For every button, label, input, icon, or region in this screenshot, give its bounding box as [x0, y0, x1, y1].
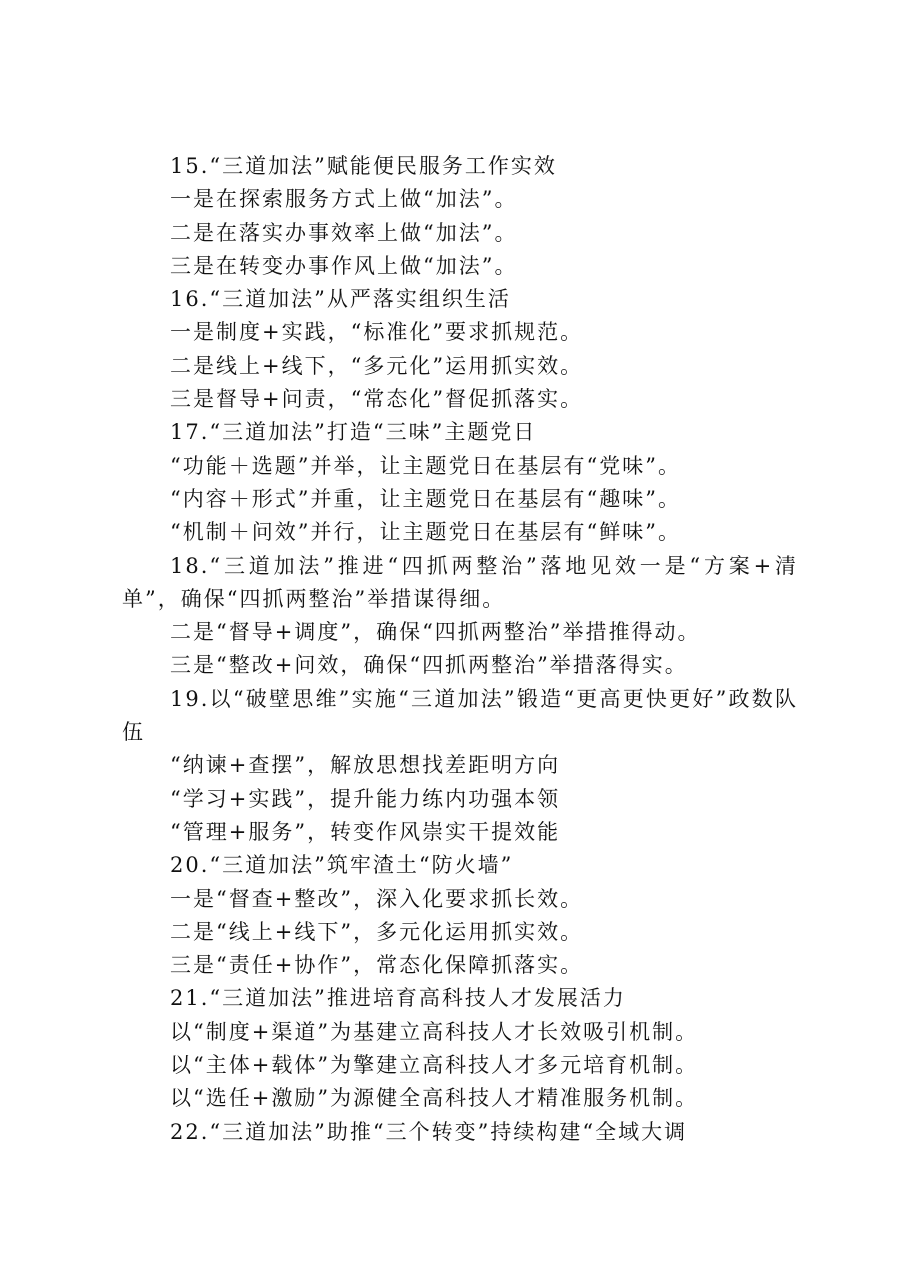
paragraph: “管理+服务”，转变作风崇实干提效能 — [170, 819, 561, 844]
paragraph: “纳谏+查摆”，解放思想找差距明方向 — [170, 753, 561, 778]
paragraph: 以“制度+渠道”为基建立高科技人才长效吸引机制。 — [170, 1019, 699, 1044]
paragraph: 三是“责任+协作”，常态化保障抓落实。 — [170, 953, 584, 978]
heading-15: 15.“三道加法”赋能便民服务工作实效 — [170, 154, 557, 178]
paragraph: 一是在探索服务方式上做“加法”。 — [170, 187, 518, 212]
paragraph: “功能＋选题”并举，让主题党日在基层有“党味”。 — [170, 453, 681, 478]
paragraph: 以“选任+激励”为源健全高科技人才精准服务机制。 — [170, 1086, 699, 1111]
paragraph: 一是“督查+整改”，深入化要求抓长效。 — [170, 886, 584, 911]
heading-20: 20.“三道加法”筑牢渣土“防火墙” — [170, 853, 514, 878]
document-body — [122, 150, 798, 1149]
heading-21: 21.“三道加法”推进培育高科技人才发展活力 — [170, 986, 626, 1011]
heading-16: 16.“三道加法”从严落实组织生活 — [170, 287, 511, 312]
paragraph: “内容＋形式”并重，让主题党日在基层有“趣味”。 — [170, 486, 681, 511]
paragraph: 以“主体+载体”为擎建立高科技人才多元培育机制。 — [170, 1053, 699, 1078]
heading-22: 22.“三道加法”助推“三个转变”持续构建“全域大调 — [170, 1119, 688, 1144]
paragraph: 二是“线上+线下”，多元化运用抓实效。 — [170, 919, 584, 944]
paragraph: 二是线上+线下，“多元化”运用抓实效。 — [170, 353, 584, 378]
heading-19: 19.以“破壁思维”实施“三道加法”锻造“更高更快更好”政数队伍 — [122, 686, 798, 745]
heading-17: 17.“三道加法”打造“三味”主题党日 — [170, 420, 537, 445]
paragraph: 二是“督导+调度”，确保“四抓两整治”举措推得动。 — [170, 620, 701, 645]
paragraph: 三是“整改+问效，确保“四抓两整治”举措落得实。 — [170, 653, 688, 678]
paragraph: “机制＋问效”并行，让主题党日在基层有“鲜味”。 — [170, 520, 681, 545]
paragraph: 二是在落实办事效率上做“加法”。 — [170, 220, 518, 245]
paragraph: 三是在转变办事作风上做“加法”。 — [170, 253, 518, 278]
paragraph: “学习+实践”，提升能力练内功强本领 — [170, 786, 561, 811]
paragraph: 三是督导+问责，“常态化”督促抓落实。 — [170, 387, 584, 412]
paragraph: 一是制度+实践，“标准化”要求抓规范。 — [170, 320, 584, 345]
heading-18: 18.“三道加法”推进“四抓两整治”落地见效一是“方案+清单”，确保“四抓两整治”举措谋得细。 — [122, 553, 798, 611]
